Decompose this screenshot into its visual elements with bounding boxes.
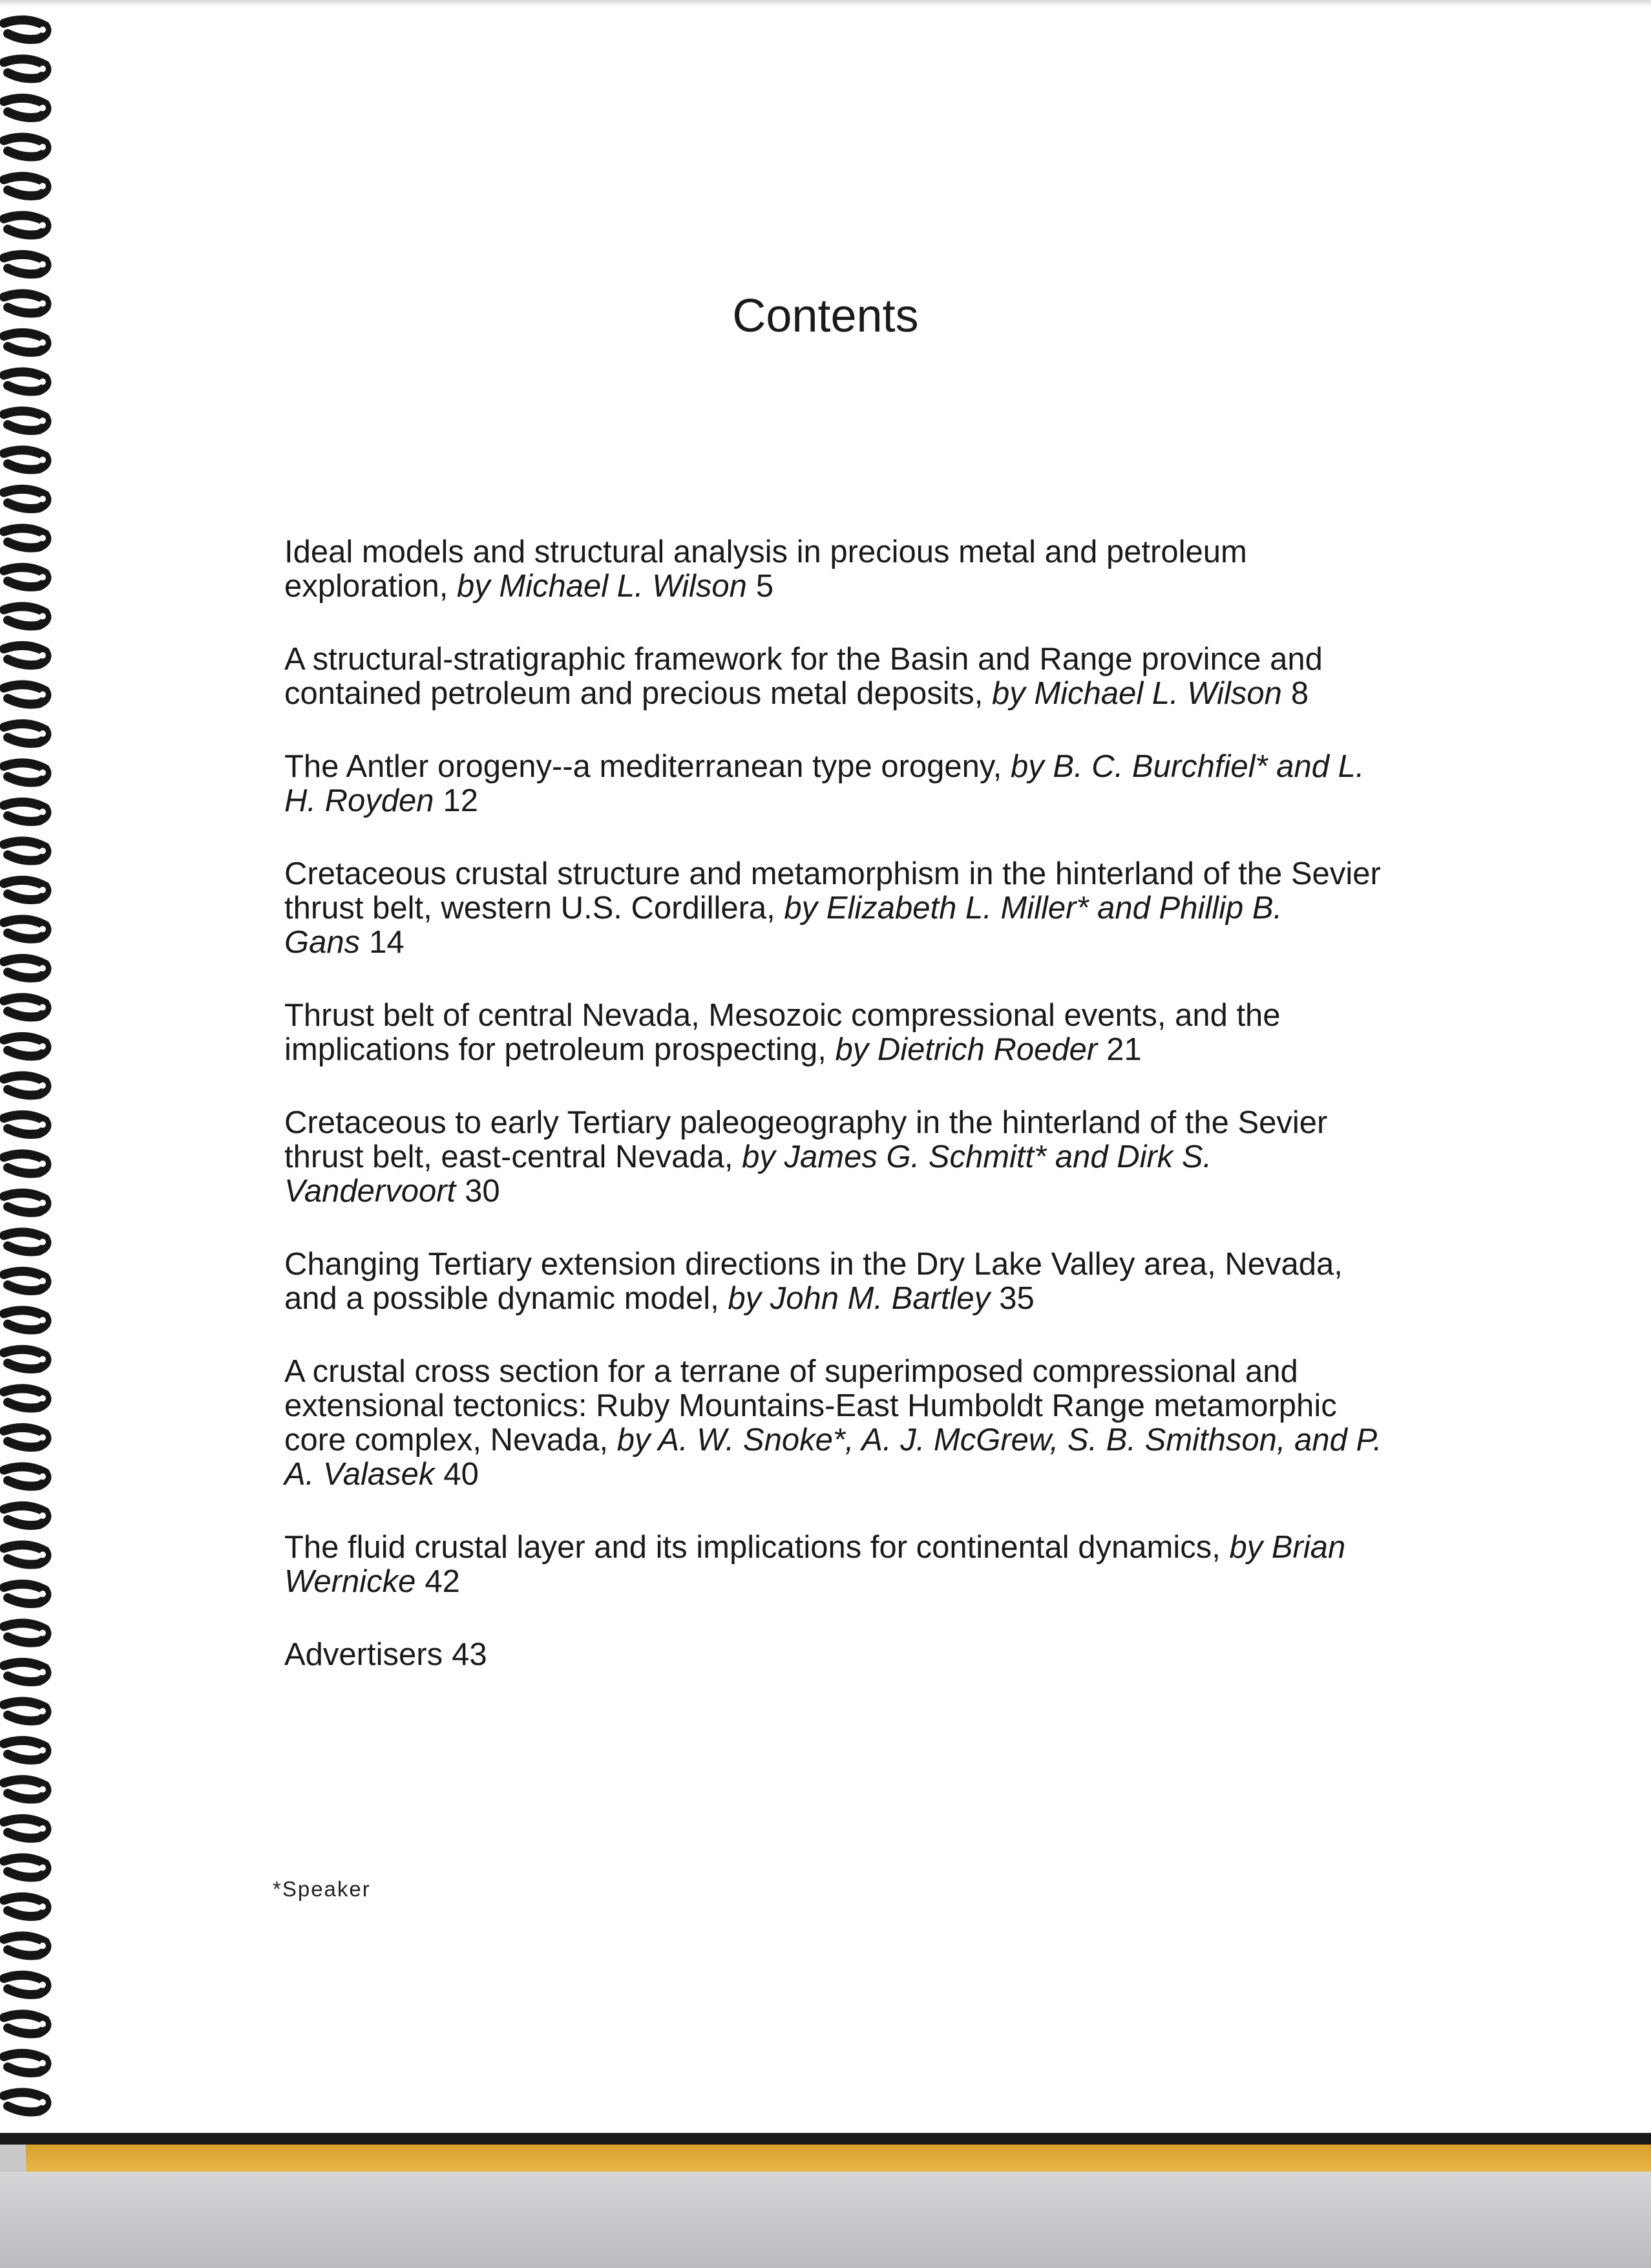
entry-page-number: 8 bbox=[1290, 676, 1309, 711]
binding-hole bbox=[39, 379, 46, 385]
entry-title: Cretaceous to early Tertiary paleogeography in the hinterland of the Sevier thrust belt, east-central Nevada, bbox=[284, 1105, 1328, 1174]
binding-hole bbox=[39, 809, 46, 815]
binding-hole bbox=[39, 1434, 46, 1441]
binding-hole bbox=[39, 1161, 46, 1167]
binder-cover-edge bbox=[26, 2145, 1651, 2172]
entry-author: by B. C. Burchfiel* and L. H. Royden bbox=[284, 749, 1365, 818]
contents-entry bbox=[284, 1531, 1383, 1599]
binding-hole bbox=[39, 2099, 46, 2106]
binding-hole bbox=[39, 2021, 46, 2028]
contents-entry bbox=[284, 642, 1383, 711]
entry-author: by Michael L. Wilson bbox=[992, 676, 1282, 711]
entry-page-number: 30 bbox=[465, 1174, 500, 1209]
entry-title: Advertisers bbox=[284, 1637, 443, 1672]
binding-hole bbox=[39, 887, 46, 893]
entry-page-number: 14 bbox=[369, 925, 405, 960]
binding-hole bbox=[39, 457, 46, 463]
entry-page-number: 21 bbox=[1106, 1032, 1142, 1067]
binding-hole bbox=[39, 1239, 46, 1245]
binding-hole bbox=[39, 1278, 46, 1284]
entry-title: Changing Tertiary extension directions in the Dry Lake Valley area, Nevada, and a possible dynamic model, bbox=[284, 1247, 1343, 1316]
binding-hole bbox=[39, 1747, 46, 1754]
binding-hole bbox=[39, 1903, 46, 1910]
contents-entry bbox=[284, 1106, 1383, 1209]
binding-hole bbox=[39, 1512, 46, 1519]
binding-hole bbox=[39, 1317, 46, 1324]
contents-entry bbox=[284, 1355, 1383, 1492]
entry-author: by Michael L. Wilson bbox=[456, 569, 747, 604]
entry-author: by Dietrich Roeder bbox=[835, 1032, 1098, 1067]
entry-title: Cretaceous crustal structure and metamorphism in the hinterland of the Sevier thrust belt, western U.S. Cordillera, bbox=[284, 856, 1381, 926]
binding-hole bbox=[39, 183, 46, 189]
entry-title: Ideal models and structural analysis in precious metal and petroleum exploration, bbox=[284, 535, 1247, 604]
binding-hole bbox=[39, 535, 46, 542]
binding-hole bbox=[39, 1043, 46, 1050]
speaker-footnote: *Speaker bbox=[273, 1877, 371, 1901]
contents-entry bbox=[284, 750, 1383, 818]
entry-author: by John M. Bartley bbox=[728, 1281, 991, 1316]
contents-entry bbox=[284, 1247, 1383, 1316]
entry-author: by Elizabeth L. Miller* and Phillip B. Gans bbox=[284, 891, 1283, 960]
binding-hole bbox=[39, 66, 46, 72]
binding-hole bbox=[39, 418, 46, 424]
entry-title: The fluid crustal layer and its implications for continental dynamics, bbox=[284, 1530, 1221, 1565]
entry-author: by James G. Schmitt* and Dirk S. Vandervoort bbox=[284, 1139, 1212, 1209]
binding-hole bbox=[39, 1356, 46, 1362]
entry-author: by A. W. Snoke*, A. J. McGrew, S. B. Smithson, and P. A. Valasek bbox=[284, 1423, 1382, 1492]
binding-hole bbox=[39, 692, 46, 698]
binding-hole bbox=[39, 574, 46, 580]
contents-entry bbox=[284, 999, 1383, 1067]
binding-hole bbox=[39, 496, 46, 502]
binding-hole bbox=[39, 652, 46, 659]
entry-page-number: 40 bbox=[443, 1457, 479, 1492]
binding-hole bbox=[39, 1591, 46, 1597]
entry-title: A structural-stratigraphic framework for the Basin and Range province and contained petroleum and precious metal deposits, bbox=[284, 642, 1323, 711]
binding-hole bbox=[39, 1669, 46, 1675]
binding-hole bbox=[39, 1395, 46, 1402]
binding-hole bbox=[39, 1083, 46, 1089]
binding-hole bbox=[39, 2060, 46, 2066]
scanner-background bbox=[0, 2172, 1651, 2268]
contents-entry bbox=[284, 1638, 1383, 1672]
entry-title: A crustal cross section for a terrane of superimposed compressional and extensional tectonics: Ruby Mountains-East Humboldt Range metamorphic core complex, Nevada, bbox=[284, 1354, 1337, 1457]
binder-back-cover-edge bbox=[0, 2133, 1651, 2145]
binding-hole bbox=[39, 1630, 46, 1637]
binding-hole bbox=[39, 965, 46, 971]
page-edge-shadow bbox=[0, 0, 1651, 6]
contents-entry bbox=[284, 857, 1383, 960]
entry-title: Thrust belt of central Nevada, Mesozoic compressional events, and the implications for petroleum prospecting, bbox=[284, 998, 1281, 1067]
binding-hole bbox=[39, 1982, 46, 1988]
binding-hole bbox=[39, 1943, 46, 1949]
entry-page-number: 12 bbox=[443, 783, 479, 818]
entry-page-number: 42 bbox=[425, 1564, 460, 1599]
binding-hole bbox=[39, 848, 46, 854]
binding-hole bbox=[39, 1552, 46, 1558]
binding-hole bbox=[39, 1708, 46, 1715]
binding-hole bbox=[39, 1474, 46, 1480]
contents-entry bbox=[284, 535, 1383, 604]
binding-hole bbox=[39, 261, 46, 268]
binding-hole bbox=[39, 144, 46, 151]
binding-hole bbox=[39, 1121, 46, 1128]
entry-page-number: 35 bbox=[999, 1281, 1035, 1316]
entry-author: by Brian Wernicke bbox=[284, 1530, 1346, 1599]
entry-page-number: 43 bbox=[452, 1637, 487, 1672]
contents-list bbox=[284, 535, 1383, 1711]
binding-hole bbox=[39, 926, 46, 933]
entry-title: The Antler orogeny--a mediterranean type orogeny, bbox=[284, 749, 1002, 784]
binding-hole bbox=[39, 222, 46, 229]
binding-hole bbox=[39, 613, 46, 620]
binding-hole bbox=[39, 26, 46, 33]
binding-hole bbox=[39, 1825, 46, 1832]
binding-hole bbox=[39, 770, 46, 776]
binding-hole bbox=[39, 1786, 46, 1793]
page-title: Contents bbox=[732, 290, 919, 342]
binding-hole bbox=[39, 1004, 46, 1011]
entry-page-number: 5 bbox=[755, 569, 774, 604]
binding-hole bbox=[39, 105, 46, 111]
binding-hole bbox=[39, 1865, 46, 1871]
binding-hole bbox=[39, 1200, 46, 1206]
binding-hole bbox=[39, 730, 46, 737]
